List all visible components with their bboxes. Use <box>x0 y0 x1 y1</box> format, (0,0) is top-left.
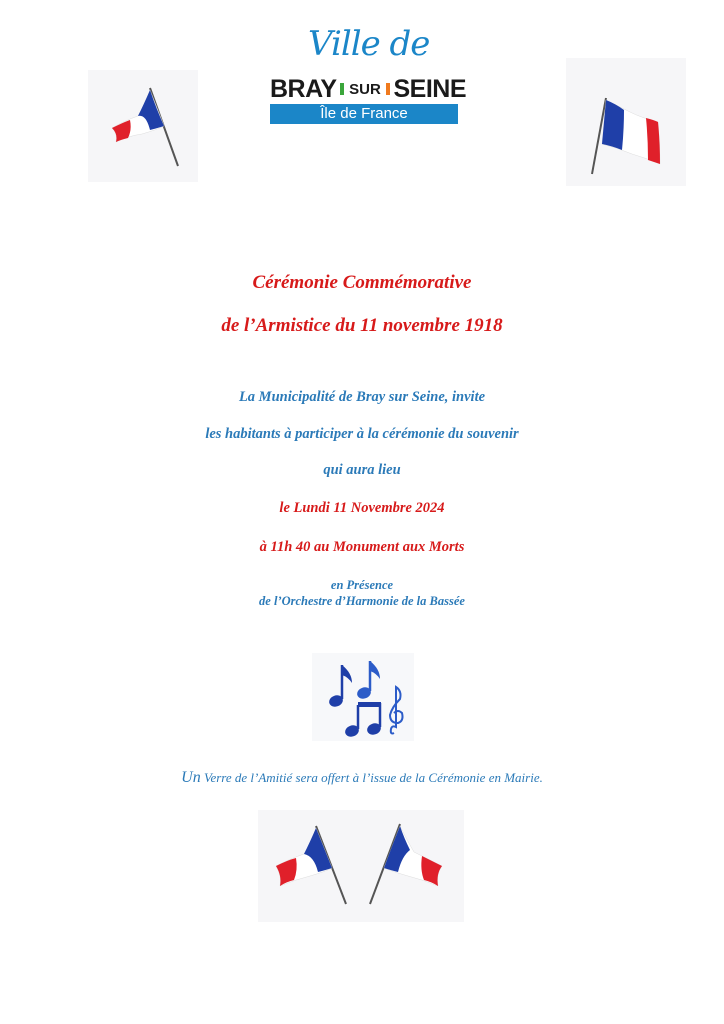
french-flag-icon <box>88 70 198 182</box>
invite-line-1: La Municipalité de Bray sur Seine, invite <box>238 389 486 405</box>
invite-line-3: qui aura lieu <box>323 462 401 478</box>
verre-un: Un <box>181 769 201 786</box>
flag-top-left <box>88 70 198 182</box>
event-date: le Lundi 11 Novembre 2024 <box>279 500 445 516</box>
french-flag-icon <box>566 58 686 186</box>
logo-word-seine: SEINE <box>393 74 466 103</box>
french-flags-icon <box>258 810 464 922</box>
flags-bottom <box>258 810 464 922</box>
presence-line-1: en Présence <box>330 578 394 592</box>
flag-top-right <box>566 58 686 186</box>
verre-line <box>0 769 724 787</box>
logo-orange-square <box>386 83 391 95</box>
music-notes-icon <box>312 653 414 741</box>
logo-region-band: Île de France <box>270 104 458 124</box>
city-logo <box>262 24 466 128</box>
invite-line-2: les habitants à participer à la cérémonie du souvenir <box>205 426 519 442</box>
logo-script-text: Ville de <box>308 24 430 64</box>
event-place: à 11h 40 au Monument aux Morts <box>259 539 465 555</box>
logo-green-square <box>340 83 345 95</box>
presence-line-2: de l’Orchestre d’Harmonie de la Bassée <box>259 594 465 608</box>
verre-text: Verre de l’Amitié sera offert à l’issue de la Cérémonie en Mairie. <box>200 770 543 785</box>
logo-word-sur: SUR <box>349 80 381 98</box>
logo-wordmark <box>270 74 466 104</box>
title-line-1: Cérémonie Commémorative <box>252 272 472 293</box>
title-line-2: de l’Armistice du 11 novembre 1918 <box>221 315 503 336</box>
logo-word-bray: BRAY <box>270 74 337 103</box>
